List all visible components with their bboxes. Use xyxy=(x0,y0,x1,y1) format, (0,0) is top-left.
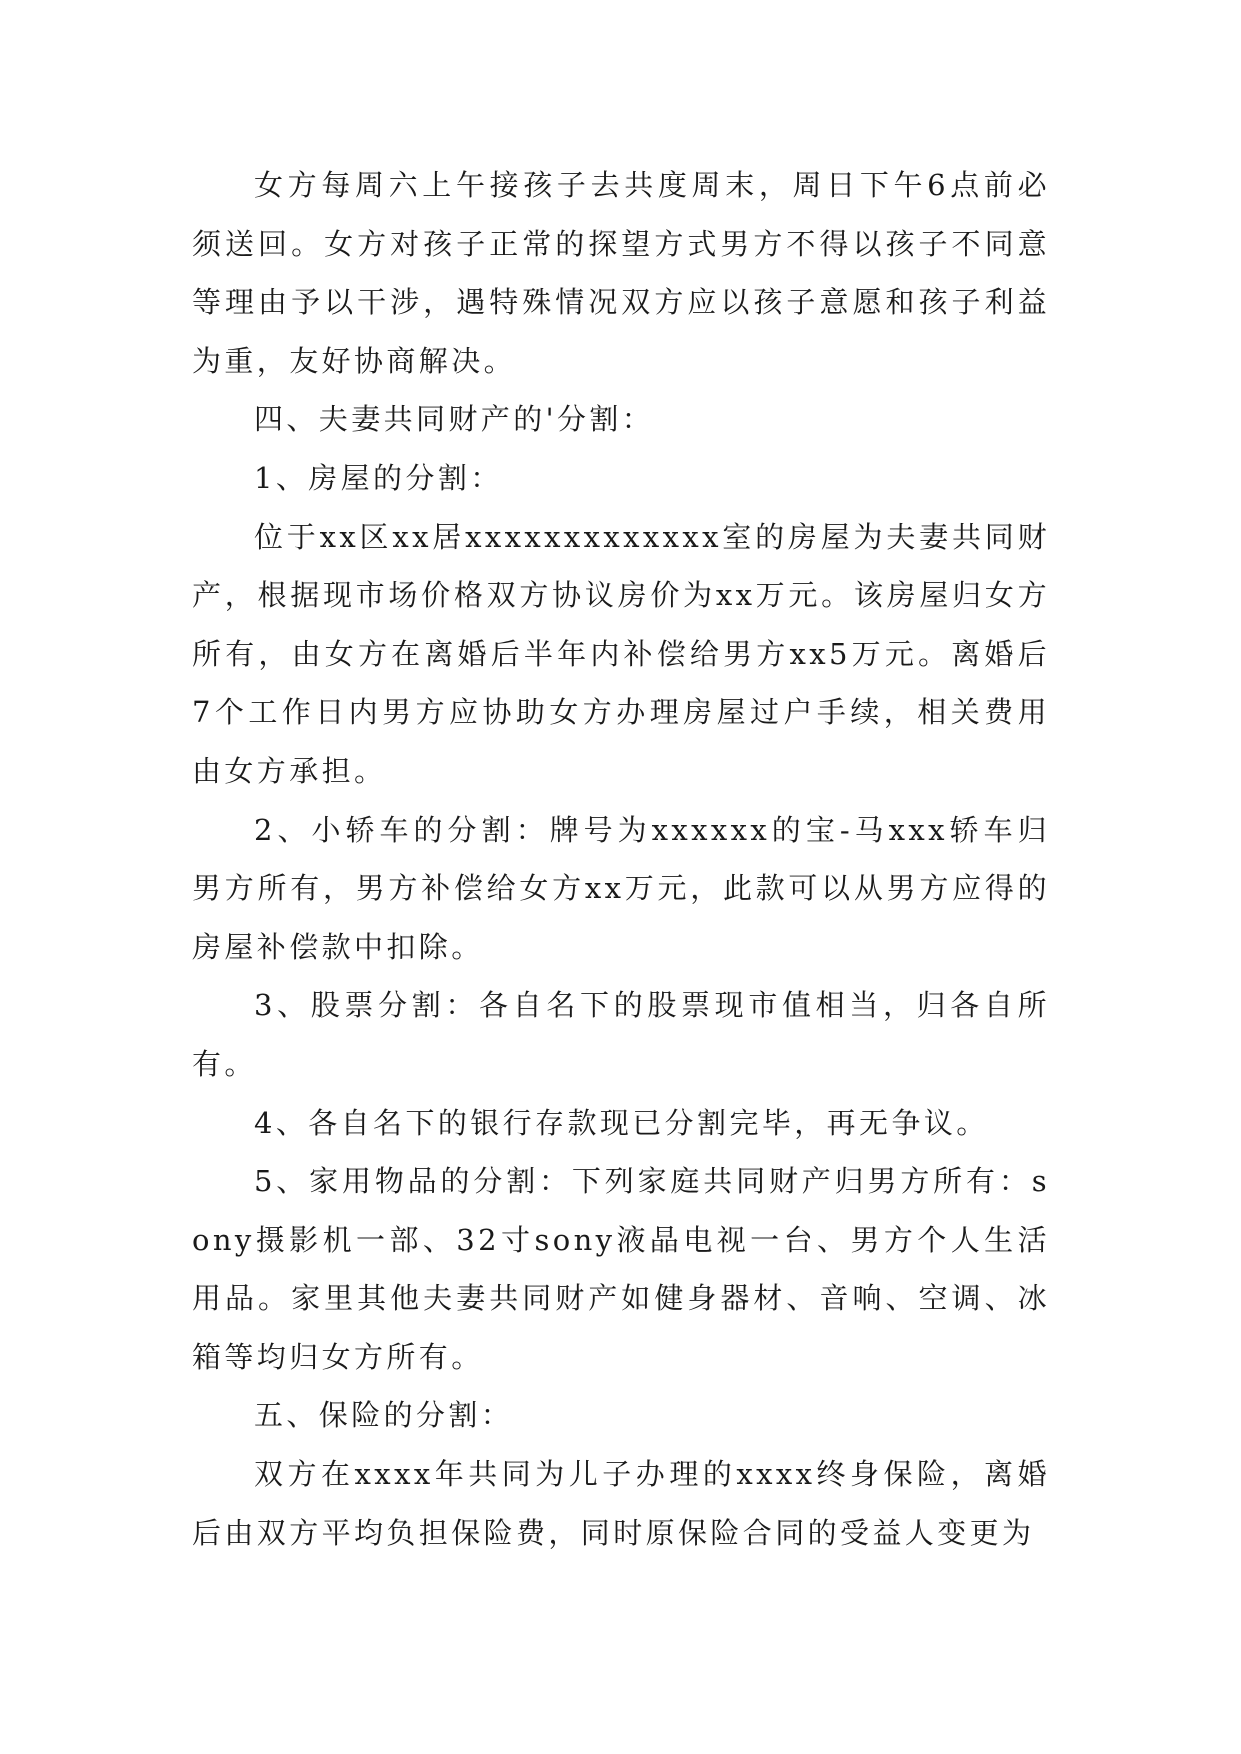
heading-house-division: 1、房屋的分割： xyxy=(254,460,503,495)
document-body xyxy=(192,156,1050,1562)
paragraph-house-division: 位于xx区xx居xxxxxxxxxxxxx室的房屋为夫妻共同财产，根据现市场价格双方协议房价为xx万元。该房屋归女方所有，由女方在离婚后半年内补偿给男方xx5万元。离婚后7个工作日内男方应协助女方办理房屋过户手续，相关费用由女方承担。 xyxy=(192,519,1050,788)
heading-joint-property: 四、夫妻共同财产的'分割： xyxy=(254,402,655,437)
heading-insurance-division: 五、保险的分割： xyxy=(254,1398,514,1433)
paragraph-visitation: 女方每周六上午接孩子去共度周末，周日下午6点前必须送回。女方对孩子正常的探望方式男方不得以孩子不同意等理由予以干涉，遇特殊情况双方应以孩子意愿和孩子利益为重，友好协商解决。 xyxy=(192,168,1050,378)
paragraph-car-division: 2、小轿车的分割：牌号为xxxxxx的宝-马xxx轿车归男方所有，男方补偿给女方xx万元，此款可以从男方应得的房屋补偿款中扣除。 xyxy=(192,812,1050,964)
paragraph-household-items: 5、家用物品的分割：下列家庭共同财产归男方所有：sony摄影机一部、32寸sony液晶电视一台、男方个人生活用品。家里其他夫妻共同财产如健身器材、音响、空调、冰箱等均归女方所有。 xyxy=(192,1164,1050,1374)
paragraph-bank-deposits: 4、各自名下的银行存款现已分割完毕，再无争议。 xyxy=(254,1105,989,1140)
paragraph-insurance: 双方在xxxx年共同为儿子办理的xxxx终身保险，离婚后由双方平均负担保险费，同时原保险合同的受益人变更为 xyxy=(192,1457,1050,1550)
paragraph-stock-division: 3、股票分割：各自名下的股票现市值相当，归各自所有。 xyxy=(192,988,1050,1081)
